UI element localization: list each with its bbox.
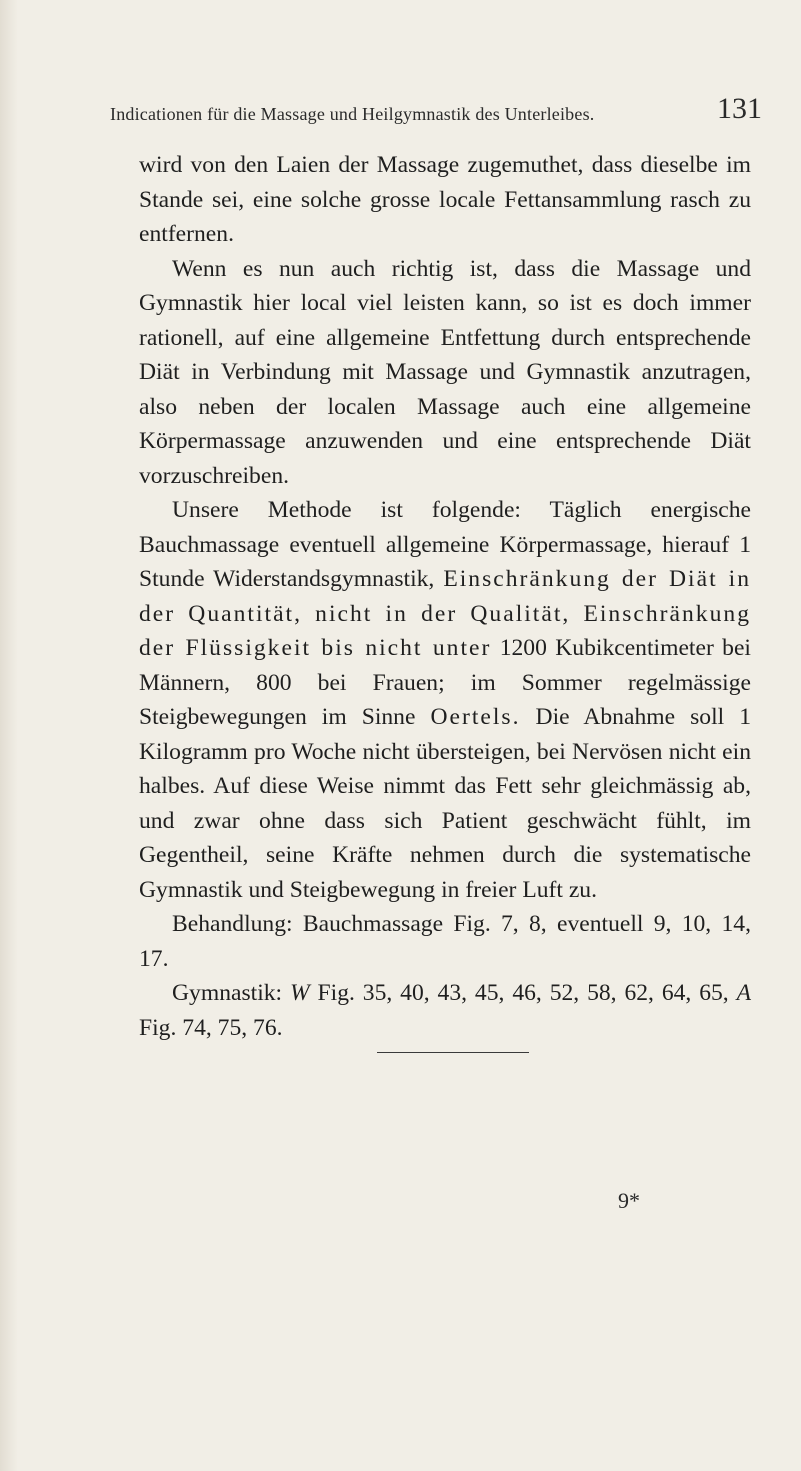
body-text — [139, 148, 751, 1045]
section-divider-rule — [377, 1052, 529, 1053]
page-gutter-shadow — [0, 0, 18, 1471]
running-title: Indicationen für die Massage und Heilgymnastik des Unterleibes. — [110, 104, 595, 124]
author-name-oertel: Oertels. — [430, 704, 521, 730]
gymnastics-line — [139, 976, 751, 1045]
paragraph-2: Wenn es nun auch richtig ist, dass die Massage und Gymnastik hier local viel leisten kann, so ist es doch immer rationell, auf eine allgemeine Entfettung durch entsprechende Diät in Verbindung mit Massage und Gymnastik anzutragen, also neben der localen Massage auch eine allgemeine Körpermassage anzuwenden und eine entsprechende Diät vorzuschreiben. — [139, 255, 751, 489]
gymnastics-w-italic: W — [290, 980, 310, 1006]
page-number: 131 — [717, 92, 762, 125]
printer-signature: 9* — [618, 1188, 640, 1213]
gymnastics-a-italic: A — [736, 980, 752, 1006]
gymnastics-label: Gymnastik: — [172, 980, 290, 1006]
paragraph-1: wird von den Laien der Massage zugemuthet, dass dieselbe im Stande sei, eine solche grosse locale Fettansammlung rasch zu entfernen. — [139, 152, 751, 247]
gymnastics-figures-w: Fig. 35, 40, 43, 45, 46, 52, 58, 62, 64, 65, — [309, 980, 737, 1006]
gymnastics-figures-a: Fig. 74, 75, 76. — [139, 1014, 283, 1041]
paragraph-3-part-e: Die Abnahme soll 1 Kilogramm pro Woche nicht übersteigen, bei Nervösen nicht ein halbes. Auf diese Weise nimmt das Fett sehr gleichmässig ab, und zwar ohne dass sich Patient geschwächt fühlt, im Gegentheil, seine Kräfte nehmen durch die systematische Gymnastik und Steigbewegung in freier Luft zu. — [139, 704, 752, 903]
paragraph-3-spaced-emphasis: Einschränkung der Diät in der Quantität, nicht in der Qualität, Einschränkung der Flüssigkeit bis nicht unter — [139, 566, 751, 661]
treatment-line: Behandlung: Bauchmassage Fig. 7, 8, eventuell 9, 10, 14, 17. — [139, 911, 751, 972]
page-header — [110, 92, 780, 132]
paragraph-3 — [139, 493, 751, 907]
paragraph-3-part-c: 1200 Kubikcentimeter bei Männern, 800 bei Frauen; im Sommer regelmässige Steigbewegungen im Sinne — [139, 635, 751, 730]
paragraph-3-part-a: Unsere Methode ist folgende: Täglich energische Bauchmassage eventuell allgemeine Körpermassage, hierauf 1 Stunde Widerstandsgymnastik, — [139, 497, 751, 592]
